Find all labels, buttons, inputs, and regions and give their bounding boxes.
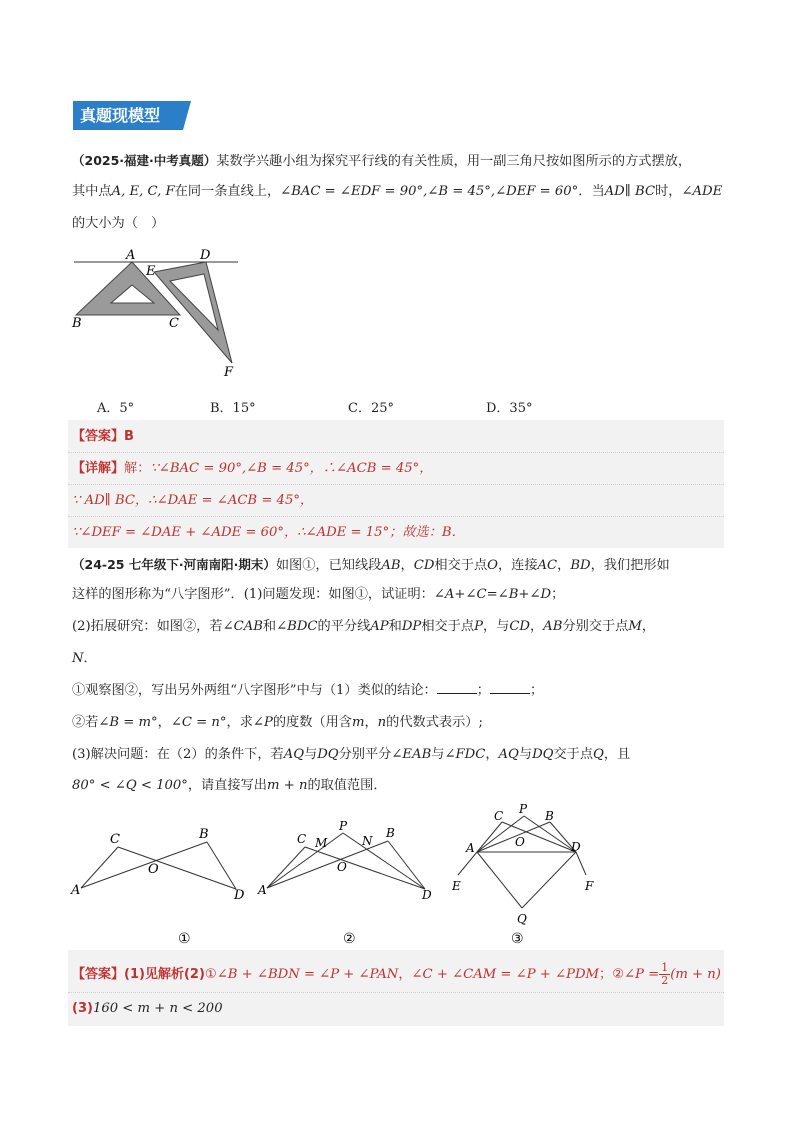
svg-text:A: A [466, 841, 475, 855]
q1-detail-3: ∵∠DEF = ∠DAE + ∠ADE = 60°，∴∠ADE = 15°；故选：B． [72, 525, 465, 540]
figure-2-caption: ② [343, 931, 356, 947]
option-d: D．35° [486, 401, 533, 416]
q1-line3: 的大小为（ ） [72, 216, 165, 231]
svg-text:B: B [545, 809, 554, 823]
svg-text:C: C [494, 809, 504, 823]
svg-text:F: F [585, 879, 594, 893]
figure-3-caption: ③ [511, 931, 524, 947]
q2-line1: （24-25 七年级下·河南南阳·期末）如图①，已知线段AB，CD相交于点O，连接AC，BD，我们把形如 [72, 557, 670, 573]
q2-answer-line2: (3)160 < m + n < 200 [72, 1001, 223, 1016]
q2-answer-line1: 【答案】(1)见解析(2)①∠B + ∠BDN = ∠P + ∠PAN，∠C + ∠CAM = ∠P + ∠PDM；②∠P = $\frac{1}{2}$ (m + n) [72, 961, 721, 987]
svg-text:P: P [519, 802, 528, 816]
q1-source: （2025·福建·中考真题） [72, 153, 217, 168]
svg-text:M: M [315, 836, 328, 850]
fraction-one-half: $\frac{1}{2}$ [661, 961, 669, 987]
svg-text:P: P [339, 819, 348, 833]
label-B: B [72, 316, 82, 331]
svg-text:E: E [452, 879, 461, 893]
label-F: F [224, 365, 234, 380]
option-b: B．15° [210, 401, 256, 416]
q2-line2: 这样的图形称为“八字图形”．(1)问题发现：如图①，试证明：∠A+∠C=∠B+∠D； [72, 587, 565, 602]
figure-1 [68, 818, 258, 950]
svg-text:O: O [515, 835, 525, 849]
figure-1-caption: ① [178, 931, 191, 947]
q1-detail-1: 【详解】解：∵∠BAC = 90°,∠B = 45°，∴∠ACB = 45°， [72, 461, 433, 476]
svg-text:A: A [258, 883, 267, 897]
option-a: A．5° [97, 401, 135, 416]
option-c: C．25° [348, 401, 394, 416]
answer-blank-1[interactable] [437, 681, 477, 694]
svg-text:C: C [110, 832, 120, 847]
label-E: E [146, 264, 156, 279]
q2-source: （24-25 七年级下·河南南阳·期末） [72, 557, 276, 572]
label-A: A [126, 248, 136, 263]
svg-text:A: A [71, 883, 81, 898]
q1-answer: 【答案】B [72, 429, 134, 444]
section-title-badge: 真题现模型 [73, 101, 183, 130]
label-C: C [169, 316, 179, 331]
q2-line6: ②若∠B = m°，∠C = n°，求∠P的度数（用含m，n的代数式表示）; [72, 715, 483, 730]
svg-text:D: D [234, 888, 245, 903]
svg-text:O: O [337, 860, 347, 874]
q1-line1: （2025·福建·中考真题）某数学兴趣小组为探究平行线的有关性质，用一副三角尺按如图所示的方式摆放， [72, 153, 692, 169]
q1-detail-2: ∵ AD∥ BC，∴∠DAE = ∠ACB = 45°， [72, 493, 314, 508]
q2-line7: (3)解决问题：在（2）的条件下，若AQ与DQ分别平分∠EAB与∠FDC，AQ与DQ交于点Q，且 [72, 747, 631, 762]
svg-text:D: D [422, 888, 432, 902]
svg-text:D: D [571, 840, 581, 854]
q2-line8: 80° < ∠Q < 100°，请直接写出m + n的取值范围． [72, 778, 387, 793]
figure-2 [255, 818, 440, 950]
answer-blank-2[interactable] [490, 681, 530, 694]
q2-line3: (2)拓展研究：如图②，若∠CAB和∠BDC的平分线AP和DP相交于点P，与CD，AB分别交于点M， [72, 619, 656, 634]
svg-text:B: B [386, 826, 395, 840]
figure-3 [445, 800, 615, 950]
svg-text:C: C [297, 832, 307, 846]
q1-figure [66, 245, 246, 380]
q2-line5: ①观察图②，写出另外两组“八字图形”中与（1）类似的结论： ； ； [72, 683, 544, 698]
label-D: D [200, 248, 211, 263]
svg-text:Q: Q [517, 912, 527, 926]
svg-text:N: N [362, 834, 373, 848]
svg-text:O: O [148, 862, 159, 877]
q1-line2: 其中点A, E, C, F在同一条直线上，∠BAC = ∠EDF = 90°,∠B = 45°,∠DEF = 60°．当AD∥ BC时，∠ADE [72, 184, 723, 199]
q2-line4: N． [72, 651, 97, 666]
svg-text:B: B [199, 827, 209, 842]
